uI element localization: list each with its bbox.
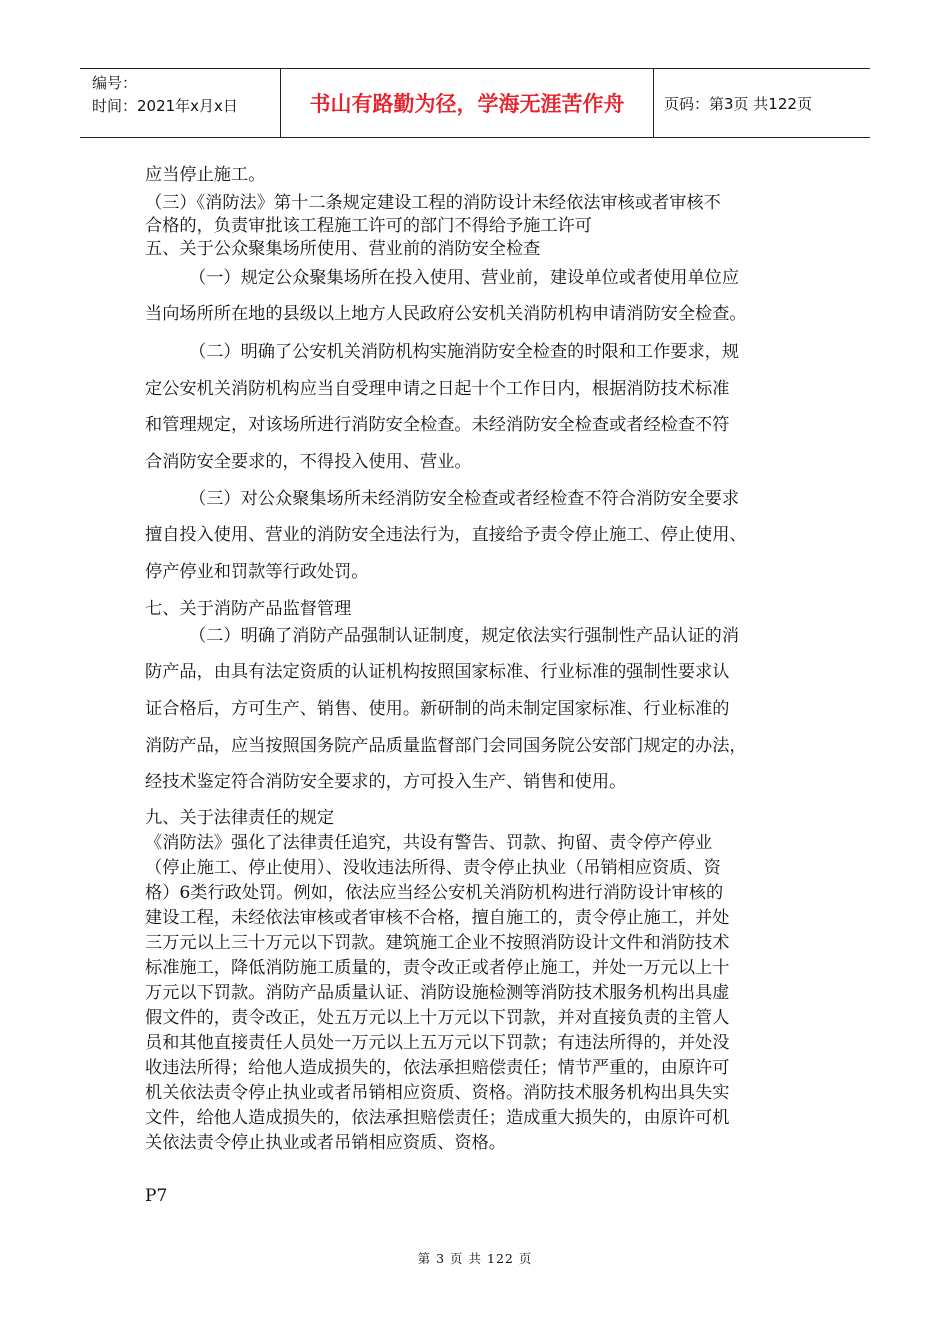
header-page-info: 页码：第3页 共122页 (664, 94, 812, 113)
text-line: 建设工程，未经依法审核或者审核不合格，擅自施工的，责令停止施工，并处 (145, 908, 730, 928)
text-line: 证合格后，方可生产、销售、使用。新研制的尚未制定国家标准、行业标准的 (145, 699, 730, 719)
header-motto: 书山有路勤为径，学海无涯苦作舟 (281, 69, 654, 137)
text-line: （三）对公众聚集场所未经消防安全检查或者经检查不符合消防安全要求 (189, 489, 740, 509)
text-line: （停止施工、停止使用）、没收违法所得、责令停止执业（吊销相应资质、资 (145, 858, 721, 878)
text-line: 应当停止施工。 (145, 165, 266, 185)
text-line: 关依法责令停止执业或者吊销相应资质、资格。 (145, 1133, 506, 1153)
text-line: 消防产品，应当按照国务院产品质量监督部门会同国务院公安部门规定的办法， (145, 736, 747, 756)
text-line: 擅自投入使用、营业的消防安全违法行为，直接给予责令停止施工、停止使用、 (145, 525, 747, 545)
time-label: 时间：2021年x月x日 (92, 97, 238, 115)
text-line: （二）明确了消防产品强制认证制度，规定依法实行强制性产品认证的消 (189, 626, 740, 646)
text-line: 员和其他直接责任人员处一万元以上五万元以下罚款；有违法所得的，并处没 (145, 1033, 730, 1053)
text-line: （三）《消防法》第十二条规定建设工程的消防设计未经依法审核或者审核不 (145, 193, 721, 213)
page-mark: P7 (145, 1186, 168, 1206)
section-heading: 九、关于法律责任的规定 (145, 808, 335, 828)
text-line: 格）6类行政处罚。例如，依法应当经公安机关消防机构进行消防设计审核的 (145, 883, 724, 903)
text-line: 当向场所所在地的县级以上地方人民政府公安机关消防机构申请消防安全检查。 (145, 304, 747, 324)
header-meta (80, 69, 281, 137)
text-line: 机关依法责令停止执业或者吊销相应资质、资格。消防技术服务机构出具失实 (145, 1083, 730, 1103)
text-line: （二）明确了公安机关消防机构实施消防安全检查的时限和工作要求，规 (189, 342, 740, 362)
text-line: 合消防安全要求的，不得投入使用、营业。 (145, 452, 472, 472)
text-line: 收违法所得；给他人造成损失的，依法承担赔偿责任；情节严重的，由原许可 (145, 1058, 730, 1078)
text-line: 假文件的，责令改正，处五万元以上十万元以下罚款，并对直接负责的主管人 (145, 1008, 730, 1028)
section-heading: 五、关于公众聚集场所使用、营业前的消防安全检查 (145, 239, 541, 259)
text-line: 文件，给他人造成损失的，依法承担赔偿责任；造成重大损失的，由原许可机 (145, 1108, 730, 1128)
text-line: 万元以下罚款。消防产品质量认证、消防设施检测等消防技术服务机构出具虚 (145, 983, 730, 1003)
text-line: 防产品，由具有法定资质的认证机构按照国家标准、行业标准的强制性要求认 (145, 662, 730, 682)
text-line: 三万元以上三十万元以下罚款。建筑施工企业不按照消防设计文件和消防技术 (145, 933, 730, 953)
text-line: 和管理规定，对该场所进行消防安全检查。未经消防安全检查或者经检查不符 (145, 415, 730, 435)
section-heading: 七、关于消防产品监督管理 (145, 599, 352, 619)
page-footer: 第 3 页 共 122 页 (417, 1251, 533, 1266)
text-line: 定公安机关消防机构应当自受理申请之日起十个工作日内，根据消防技术标准 (145, 379, 730, 399)
text-line: 经技术鉴定符合消防安全要求的，方可投入生产、销售和使用。 (145, 772, 627, 792)
number-label: 编号： (92, 74, 138, 92)
text-line: 合格的，负责审批该工程施工许可的部门不得给予施工许可 (145, 216, 592, 236)
text-line: （一）规定公众聚集场所在投入使用、营业前，建设单位或者使用单位应 (189, 268, 740, 288)
page-header (80, 68, 870, 138)
text-line: 停产停业和罚款等行政处罚。 (145, 562, 369, 582)
text-line: 标准施工，降低消防施工质量的，责令改正或者停止施工，并处一万元以上十 (145, 958, 730, 978)
text-line: 《消防法》强化了法律责任追究，共设有警告、罚款、拘留、责令停产停业 (145, 833, 713, 853)
